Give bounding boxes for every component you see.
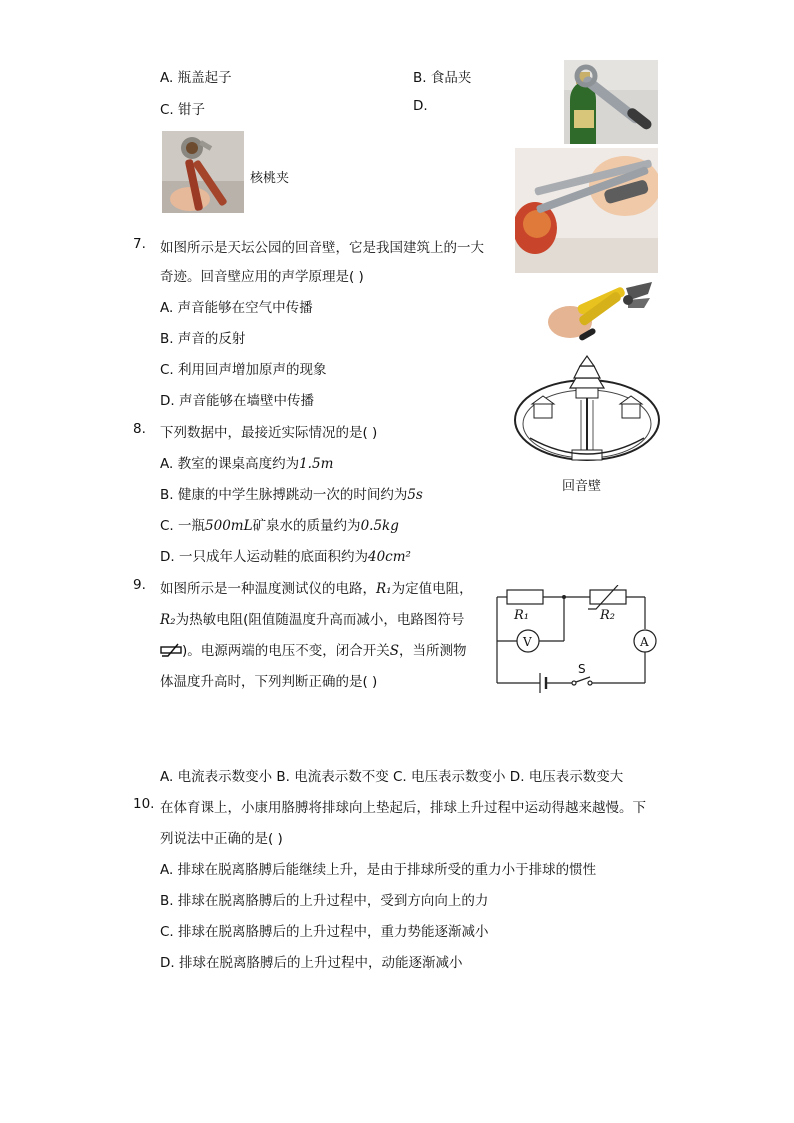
- q7-option-d: D. 声音能够在墙壁中传播: [160, 393, 314, 409]
- q8-option-b-math: 5s: [407, 487, 423, 503]
- q9-line2-math: R₂: [160, 612, 176, 628]
- q10-option-d: D. 排球在脱离胳膊后的上升过程中，动能逐渐减小: [160, 955, 463, 971]
- circuit-switch-label: S: [578, 662, 586, 676]
- circuit-voltmeter-label: V: [523, 635, 532, 649]
- q6-option-c: C. 钳子: [160, 102, 206, 118]
- q10-number: 10.: [133, 796, 155, 812]
- q8-option-c-math: 500mL: [205, 518, 253, 534]
- q9-line2-b: 为热敏电阻(阻值随温度升高而减小，电路图符号: [175, 612, 465, 628]
- q9-line3-math: S: [389, 643, 400, 659]
- q8-option-c-math2: 0.5kg: [360, 518, 399, 534]
- pliers-photo: [548, 278, 658, 346]
- q8-option-d: [160, 545, 411, 565]
- q8-option-c-text: C. 一瓶: [160, 518, 206, 534]
- q7-option-c: C. 利用回声增加原声的现象: [160, 362, 327, 378]
- q9-line4: 体温度升高时，下列判断正确的是( ): [160, 674, 378, 690]
- q9-line2: [160, 608, 464, 628]
- q9-line3: [160, 639, 467, 659]
- q8-option-b: [160, 483, 423, 503]
- q9-line3-b: ，当所测物: [399, 643, 467, 659]
- q8-option-c-text2: 矿泉水的质量约为: [252, 518, 361, 534]
- q9-line1: [160, 577, 473, 597]
- echo-wall-figure: [510, 352, 665, 470]
- bottle-opener-photo: [564, 60, 658, 144]
- q10-option-c: C. 排球在脱离胳膊后的上升过程中，重力势能逐渐减小: [160, 924, 489, 940]
- echo-wall-caption: 回音壁: [562, 479, 602, 494]
- q8-number: 8.: [133, 421, 146, 437]
- circuit-r2-label: R₂: [600, 608, 615, 623]
- q8-option-b-text: B. 健康的中学生脉搏跳动一次的时间约为: [160, 487, 408, 503]
- thermistor-symbol-icon: [160, 643, 182, 657]
- q7-number: 7.: [133, 236, 146, 252]
- q7-option-a: A. 声音能够在空气中传播: [160, 300, 313, 316]
- q8-option-a-text: A. 教室的课桌高度约为: [160, 456, 300, 472]
- q6-option-b: B. 食品夹: [413, 70, 472, 86]
- q8-option-a: [160, 452, 333, 472]
- q10-stem-line1: 在体育课上，小康用胳膊将排球向上垫起后，排球上升过程中运动得越来越慢。下: [160, 800, 646, 816]
- q9-line1-a: 如图所示是一种温度测试仪的电路，: [160, 581, 376, 597]
- circuit-diagram: [492, 585, 662, 695]
- q8-option-c: [160, 514, 399, 534]
- circuit-ammeter-label: A: [640, 635, 649, 649]
- q9-options: A. 电流表示数变小 B. 电流表示数不变 C. 电压表示数变小 D. 电压表示数变大: [160, 769, 624, 785]
- q8-option-d-math: 40cm²: [367, 549, 411, 565]
- circuit-r1-label: R₁: [514, 608, 529, 623]
- q6-option-d-caption: 核桃夹: [250, 171, 290, 186]
- q9-number: 9.: [133, 577, 146, 593]
- q6-option-a: A. 瓶盖起子: [160, 70, 232, 86]
- q8-stem: 下列数据中，最接近实际情况的是( ): [160, 425, 378, 441]
- q7-stem-line2: 奇迹。回音壁应用的声学原理是( ): [160, 269, 364, 285]
- q8-option-d-text: D. 一只成年人运动鞋的底面积约为: [160, 549, 368, 565]
- q10-stem-line2: 列说法中正确的是( ): [160, 831, 283, 847]
- q9-line1-b: 为定值电阻，: [391, 581, 473, 597]
- nutcracker-photo: [162, 131, 244, 213]
- q8-option-a-math: 1.5m: [299, 456, 334, 472]
- q7-stem-line1: 如图所示是天坛公园的回音壁，它是我国建筑上的一大: [160, 240, 484, 256]
- q10-option-a: A. 排球在脱离胳膊后能继续上升，是由于排球所受的重力小于排球的惯性: [160, 862, 597, 878]
- q9-line3-a: )。电源两端的电压不变，闭合开关: [182, 643, 390, 659]
- q6-option-d: D.: [413, 98, 428, 114]
- q10-option-b: B. 排球在脱离胳膊后的上升过程中，受到方向向上的力: [160, 893, 489, 909]
- q9-line1-math: R₁: [376, 581, 392, 597]
- q7-option-b: B. 声音的反射: [160, 331, 246, 347]
- food-tongs-photo: [515, 148, 658, 273]
